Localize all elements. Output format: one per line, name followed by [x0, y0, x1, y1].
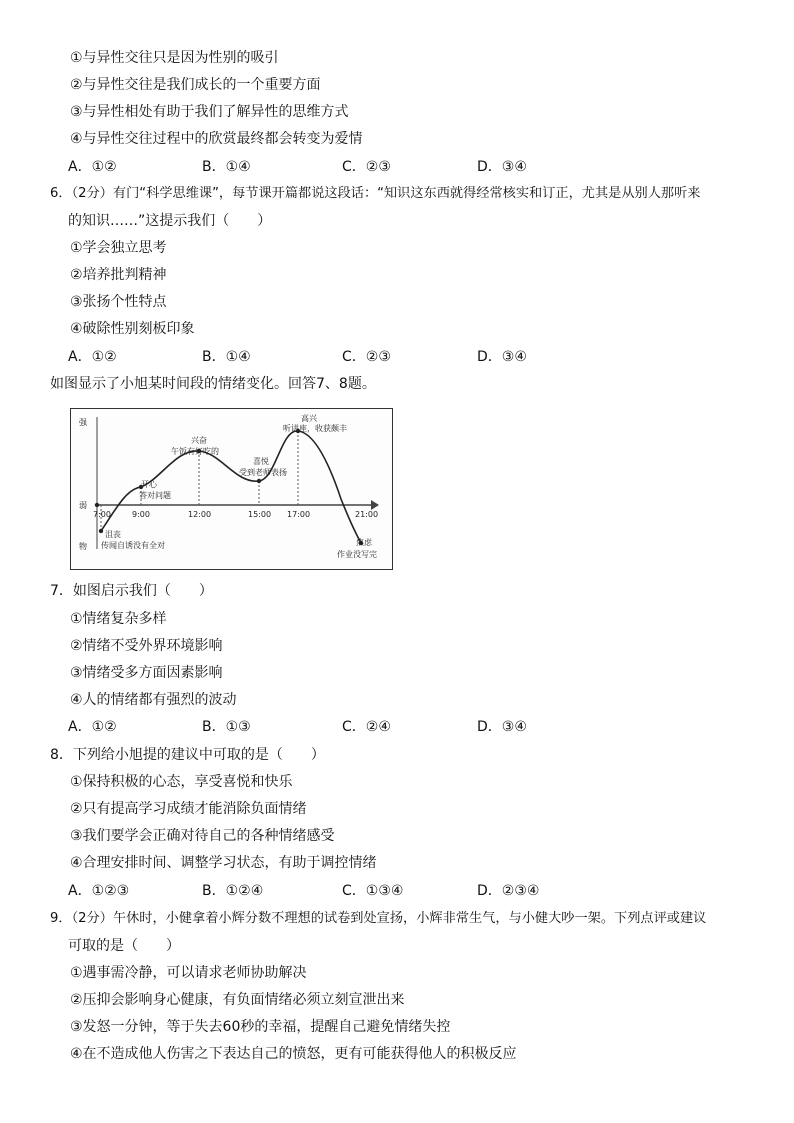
point-7 — [99, 529, 103, 533]
q7-item-4: ④人的情绪都有强烈的波动 — [70, 692, 237, 708]
label-15-emotion: 喜悦 — [253, 457, 269, 466]
q6-item-3: ③张扬个性特点 — [70, 294, 167, 310]
q6-option-b: B．①④ — [202, 349, 251, 365]
q6-item-2: ②培养批判精神 — [70, 267, 167, 283]
q5-option-c: C．②③ — [342, 159, 391, 175]
q8-item-1: ①保持积极的心态，享受喜悦和快乐 — [70, 774, 293, 790]
label-9-event: 答对问题 — [139, 491, 171, 500]
q8-option-b: B．①②④ — [202, 883, 264, 899]
point-15 — [257, 479, 261, 483]
q5-item-2: ②与异性交往是我们成长的一个重要方面 — [70, 77, 321, 93]
q6-stem-line2: 的知识……”这提示我们（ ） — [68, 213, 272, 229]
label-12-event: 午饭有好吃的 — [171, 447, 219, 456]
y-bottom-label: 物 — [79, 542, 87, 551]
q8-stem: 8．下列给小旭提的建议中可取的是（ ） — [50, 747, 325, 763]
q5-option-b: B．①④ — [202, 159, 251, 175]
q9-stem-line2: 可取的是（ ） — [68, 938, 180, 954]
label-21-emotion: 焦虑 — [356, 538, 372, 547]
baseline-arrowhead — [371, 500, 379, 510]
q8-option-d: D．②③④ — [477, 883, 540, 899]
q6-option-d: D．③④ — [477, 349, 527, 365]
tick-9: 9:00 — [132, 510, 150, 519]
q5-item-4: ④与异性交往过程中的欣赏最终都会转变为爱情 — [70, 131, 363, 147]
label-15-event: 受到老师表扬 — [239, 468, 287, 477]
q7-option-d: D．③④ — [477, 719, 527, 735]
q7-option-a: A．①② — [68, 719, 117, 735]
q8-item-2: ②只有提高学习成绩才能消除负面情绪 — [70, 801, 307, 817]
label-9-emotion: 开心 — [141, 480, 157, 489]
q5-option-d: D．③④ — [477, 159, 527, 175]
y-top-label: 强 — [79, 418, 87, 427]
q6-option-a: A．①② — [68, 349, 117, 365]
tick-17: 17:00 — [287, 510, 311, 519]
q6-option-c: C．②③ — [342, 349, 391, 365]
q7-item-1: ①情绪复杂多样 — [70, 611, 167, 627]
label-12-emotion: 兴奋 — [191, 436, 207, 445]
q9-item-2: ②压抑会影响身心健康，有负面情绪必须立刻宣泄出来 — [70, 992, 405, 1008]
q6-item-1: ①学会独立思考 — [70, 240, 167, 256]
q7-option-c: C．②④ — [342, 719, 391, 735]
label-7-emotion: 沮丧 — [105, 530, 121, 539]
q6-stem-line1: 6．（2分）有门“科学思维课”，每节课开篇都说这段话：“知识这东西就得经常核实和订正，尤其是从别人那听来 — [50, 186, 701, 201]
q8-item-4: ④合理安排时间、调整学习状态，有助于调控情绪 — [70, 855, 377, 871]
label-21-event: 作业没写完 — [337, 550, 377, 559]
intro-7-8: 如图显示了小旭某时间段的情绪变化。回答7、8题。 — [50, 376, 376, 392]
label-7-event: 传闻自诱没有全对 — [101, 541, 165, 550]
q5-item-3: ③与异性相处有助于我们了解异性的思维方式 — [70, 104, 349, 120]
tick-12: 12:00 — [188, 510, 212, 519]
q9-item-4: ④在不造成他人伤害之下表达自己的愤怒，更有可能获得他人的积极反应 — [70, 1046, 517, 1062]
origin-point — [95, 503, 99, 507]
emotion-curve-figure — [70, 408, 393, 570]
q7-item-2: ②情绪不受外界环境影响 — [70, 638, 223, 654]
tick-15: 15:00 — [248, 510, 272, 519]
q8-option-a: A．①②③ — [68, 883, 130, 899]
tick-7: 7:00 — [93, 510, 111, 519]
q9-item-1: ①遇事需冷静，可以请求老师协助解决 — [70, 965, 307, 981]
q6-item-4: ④破除性别刻板印象 — [70, 321, 195, 337]
emotion-curve-svg — [71, 409, 391, 568]
q7-option-b: B．①③ — [202, 719, 251, 735]
q8-option-c: C．①③④ — [342, 883, 404, 899]
label-17-event: 听讲座，收获颇丰 — [283, 424, 347, 433]
q7-stem: 7．如图启示我们（ ） — [50, 583, 213, 599]
label-17-emotion: 高兴 — [301, 414, 317, 423]
q5-item-1: ①与异性交往只是因为性别的吸引 — [70, 50, 279, 66]
q7-item-3: ③情绪受多方面因素影响 — [70, 665, 223, 681]
q8-item-3: ③我们要学会正确对待自己的各种情绪感受 — [70, 828, 335, 844]
q9-item-3: ③发怒一分钟，等于失去60秒的幸福，提醒自己避免情绪失控 — [70, 1019, 451, 1035]
q9-stem-line1: 9．（2分）午休时，小健拿着小辉分数不理想的试卷到处宣扬，小辉非常生气，与小健大吵一架。下列点评或建议 — [50, 911, 707, 926]
tick-21: 21:00 — [355, 510, 379, 519]
y-mid-label: 弱 — [79, 501, 87, 510]
q5-option-a: A．①② — [68, 159, 117, 175]
